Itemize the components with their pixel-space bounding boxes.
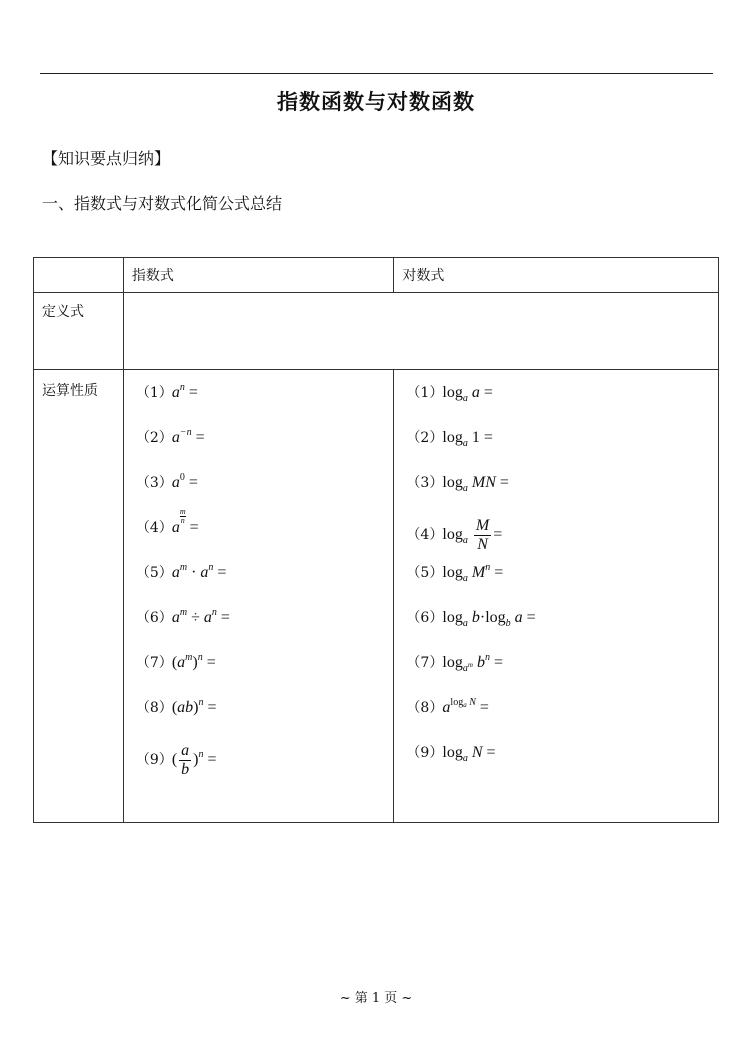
exp-item: $(1)a^n$ = [135,382,198,401]
page-footer: ~ 第 1 页 ~ [339,991,413,1006]
exp-formula-6: $a^m \div a^n$ = [171,607,230,626]
log-item: $(7)\log_{a^m}$ $b^n$ = [406,652,503,674]
log-rules-cell [394,370,719,823]
exp-formula-1: $a^n$ = [171,382,198,401]
log-formula-9: $\log_a N$ = [442,744,496,764]
exp-formula-3: $a^0$ = [171,472,198,491]
log-formula-2: $\log_a 1$ = [442,429,493,449]
log-formula-7: $\log_{a^m} b^n$ = [442,652,503,674]
section-label: 【知识要点归纳】 [42,149,171,168]
page-title: 指数函数与对数函数 [277,89,475,114]
log-item: $(6)\log_a$ $b\cdot\log_b$ a = [406,609,536,629]
top-rule [40,73,713,74]
exp-item: （9）( $\frac{a}{b}$ )$^n$ = [135,742,217,778]
definition-cell [123,293,718,370]
log-item: $(9)\log_a$ N = [406,744,496,764]
subheading: 一、指数式与对数式化简公式总结 [42,194,283,213]
log-formula-6: $\log_a b\cdot\log_b$ a = [442,609,536,629]
exp-formula-8: (ab)$^n$ = [171,697,217,716]
exp-item: $(5)a^m \cdot a^n$ = [135,562,227,581]
exp-item: $(7)(a^m)^n$ = [135,652,216,671]
log-item: $(5)\log_a$ $M^n$ = [406,562,504,584]
exp-item: $(6)a^m \div a^n$ = [135,607,230,626]
row-label-operations: 运算性质 [34,370,124,823]
header-exp: 指数式 [123,258,394,293]
formula-table [33,257,719,823]
exp-formula-9: ( $\frac{a}{b}$ )$^n$ = [171,742,217,778]
exp-item: $(2)a^{-n}$ = [135,427,205,446]
log-item: $(1)\log_a$ a = [406,384,493,404]
log-formula-4: $\log_a$ $\frac{M}{N}$ = [442,517,503,553]
exp-item: （8）(ab)$^n$ = [135,697,217,716]
row-label-definition: 定义式 [34,293,124,370]
exp-rules-cell [123,370,394,823]
exp-formula-5: $a^m \cdot a^n$ = [171,562,227,581]
exp-item: $(3)a^0$ = [135,472,198,491]
operations-row [34,370,719,823]
exp-formula-4: a $\frac{m}{n}$ = [171,507,199,536]
header-blank-cell [34,258,124,293]
log-formula-5: $\log_a M^n$ = [442,562,504,584]
log-item: $(3)\log_a$ MN = [406,474,509,494]
log-item: $(2)\log_a$ 1 = [406,429,493,449]
log-item: $(8)a^{log_a N}$ = [406,697,489,716]
header-log: 对数式 [394,258,719,293]
table-header-row [34,258,719,293]
exp-item: （4）a $\frac{m}{n}$ = [135,507,199,536]
log-item: $(4)\log_a$ $\frac{M}{N}$ = [406,517,503,553]
log-formula-1: $\log_a a$ = [442,384,493,404]
exp-formula-2: $a^{-n}$ = [171,427,205,446]
log-formula-8: $a^{log_a N}$ = [442,697,489,716]
log-formula-3: $\log_a$ MN = [442,474,509,494]
definition-row [34,293,719,370]
exp-formula-7: $(a^m)^n$ = [171,652,216,671]
